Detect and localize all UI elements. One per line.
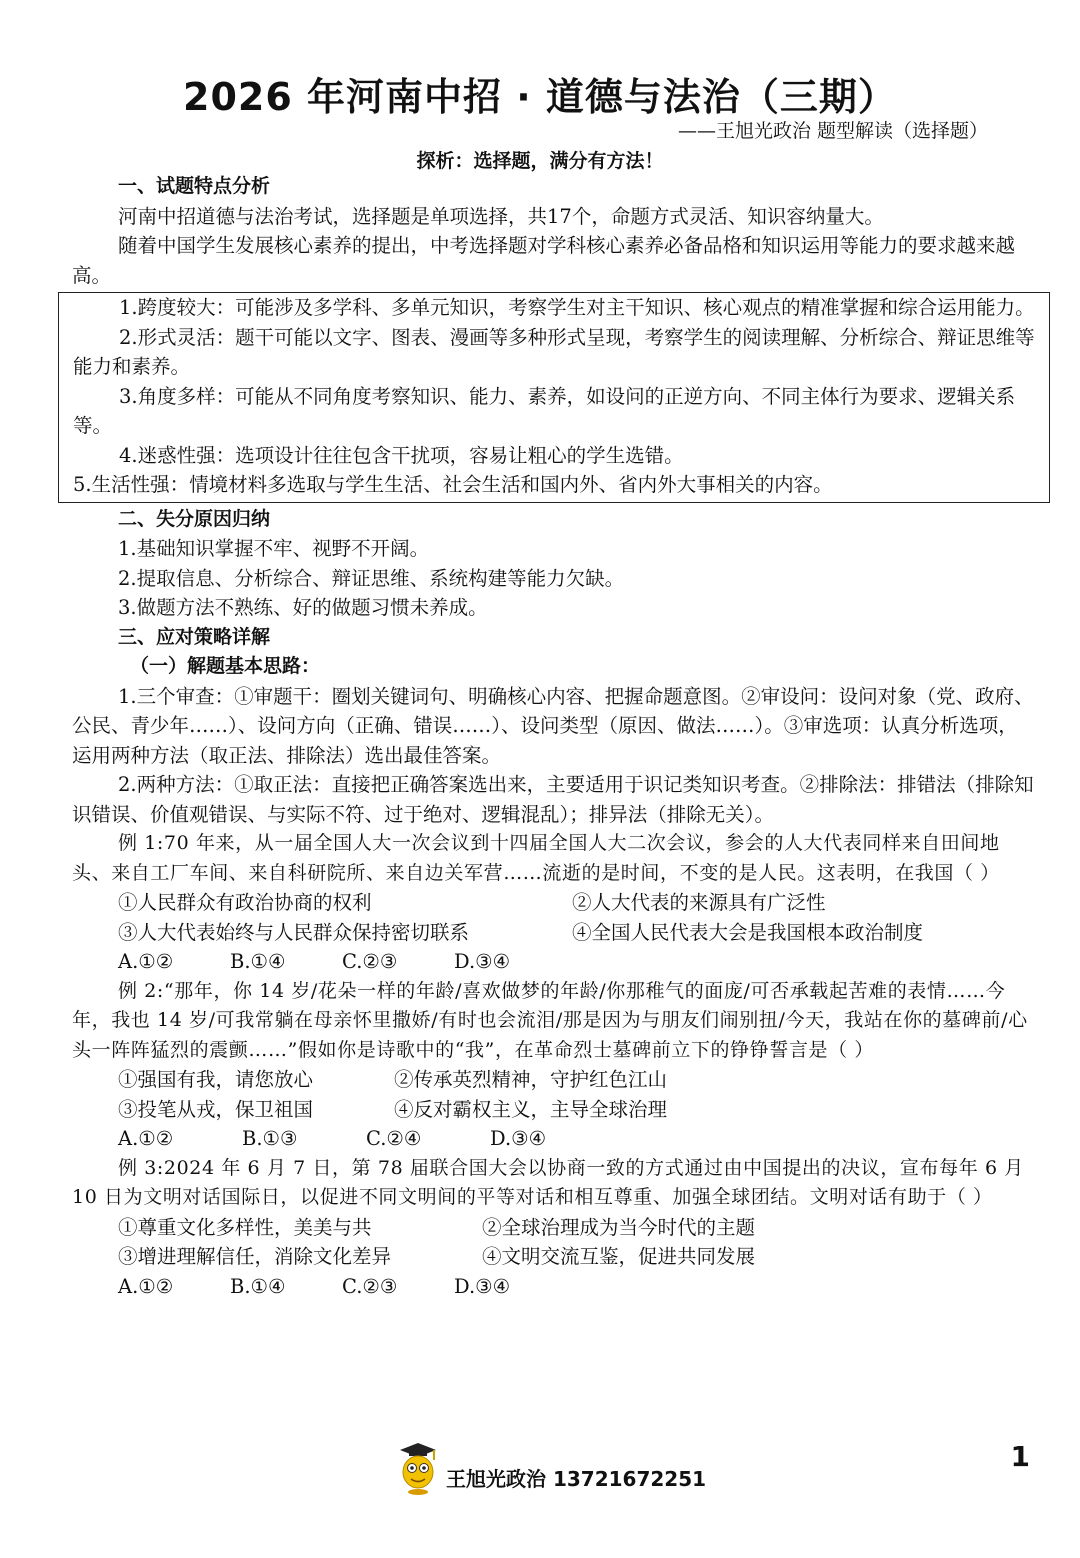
- option-row: [72, 1065, 1036, 1095]
- option: ①尊重文化多样性，美美与共: [118, 1215, 372, 1239]
- paragraph: 1.三个审查：①审题干：圈划关键词句、明确核心内容、把握命题意图。②审设问：设问对象（党、政府、公民、青少年……）、设问方向（正确、错误……）、设问类型（原因、做法……）。③审选项：认真分析选项，运用两种方法（取正法、排除法）选出最佳答案。: [72, 684, 1034, 767]
- answer-choice: B.①④: [230, 950, 286, 973]
- list-item: 1.跨度较大：可能涉及多学科、多单元知识，考察学生对主干知识、核心观点的精准掌握和综合运用能力。: [119, 296, 1035, 319]
- list-item: 3.角度多样：可能从不同角度考察知识、能力、素养，如设问的正逆方向、不同主体行为要求、逻辑关系等。: [73, 384, 1016, 437]
- list-item: 5.生活性强：情境材料多选取与学生生活、社会生活和国内外、省内外大事相关的内容。: [73, 473, 833, 496]
- option: ③增进理解信任，消除文化差异: [118, 1245, 392, 1268]
- answer-choice: A.①②: [118, 950, 174, 973]
- option-row: [72, 888, 1036, 918]
- page-tagline: 探析：选择题，满分有方法！: [416, 150, 664, 172]
- answer-row: [72, 947, 1036, 977]
- section-heading: 二、失分原因归纳: [118, 507, 271, 530]
- feature-box: [58, 292, 1050, 503]
- answer-choice: C.②③: [342, 1274, 398, 1298]
- option: ③人大代表始终与人民群众保持密切联系: [118, 920, 470, 944]
- list-item: 1.基础知识掌握不牢、视野不开阔。: [118, 537, 430, 560]
- list-item: 4.迷惑性强：选项设计往往包含干扰项，容易让粗心的学生选错。: [119, 443, 684, 467]
- answer-choice: C.②④: [366, 1127, 422, 1150]
- option: ②人大代表的来源具有广泛性: [572, 891, 826, 914]
- paragraph: 河南中招道德与法治考试，选择题是单项选择，共17个，命题方式灵活、知识容纳量大。: [118, 204, 884, 228]
- footer: [396, 1436, 706, 1496]
- answer-row: [72, 1272, 1036, 1302]
- page-subtitle: ——王旭光政治 题型解读（选择题）: [677, 120, 988, 142]
- answer-choice: B.①③: [242, 1127, 298, 1150]
- option: ④全国人民代表大会是我国根本政治制度: [572, 920, 924, 944]
- section-heading: 一、试题特点分析: [118, 175, 271, 197]
- option: ①人民群众有政治协商的权利: [118, 891, 372, 914]
- answer-choice: C.②③: [342, 950, 398, 973]
- option: ②全球治理成为当今时代的主题: [482, 1215, 756, 1239]
- paragraph: 随着中国学生发展核心素养的提出，中考选择题对学科核心素养必备品格和知识运用等能力的要求越来越高。: [72, 234, 1016, 287]
- example-stem: 例 3:2024 年 6 月 7 日，第 78 届联合国大会以协商一致的方式通过由中国提出的决议，宣布每年 6 月 10 日为文明对话国际日，以促进不同文明间的平等对话和相互尊重、加强全球团结。文明对话有助于（ ）: [72, 1156, 1024, 1208]
- cartoon-graduate-icon: [396, 1440, 440, 1496]
- footer-contact: 王旭光政治 13721672251: [446, 1467, 707, 1491]
- answer-choice: A.①②: [118, 1127, 174, 1150]
- answer-row: [72, 1124, 1036, 1154]
- option: ③投笔从戎，保卫祖国: [118, 1097, 314, 1121]
- list-item: 2.提取信息、分析综合、辩证思维、系统构建等能力欠缺。: [118, 566, 625, 590]
- option: ①强国有我，请您放心: [118, 1068, 314, 1091]
- option-row: [72, 918, 1036, 948]
- page-title: 2026 年河南中招 · 道德与法治（三期）: [183, 75, 897, 119]
- option: ②传承英烈精神，守护红色江山: [394, 1068, 668, 1091]
- paragraph: 2.两种方法：①取正法：直接把正确答案选出来，主要适用于识记类知识考查。②排除法：排错法（排除知识错误、价值观错误、与实际不符、过于绝对、逻辑混乱）；排异法（排除无关）。: [72, 773, 1034, 826]
- answer-choice: A.①②: [118, 1274, 174, 1298]
- page-number: 1: [1010, 1440, 1030, 1473]
- list-item: 3.做题方法不熟练、好的做题习惯未养成。: [118, 596, 488, 619]
- option-row: [72, 1095, 1036, 1125]
- document-body: [72, 172, 1036, 1301]
- list-item: 2.形式灵活：题干可能以文字、图表、漫画等多种形式呈现，考察学生的阅读理解、分析综合、辩证思维等能力和素养。: [73, 325, 1035, 378]
- answer-choice: D.③④: [454, 950, 511, 973]
- example-stem: 例 2:“那年，你 14 岁/花朵一样的年龄/喜欢做梦的年龄/你那稚气的面庞/可否承载起苦难的表情……今年，我也 14 岁/可我常躺在母亲怀里撒娇/有时也会流泪/那是因为与朋友们闹别扭/今天，我站在你的墓碑前/心头一阵阵猛烈的震颤……”假如你是诗歌中的“我”，在革命烈士墓碑前立下的铮铮誓言是（ ）: [72, 979, 1028, 1061]
- subsection-heading: （一）解题基本思路：: [130, 655, 321, 677]
- answer-choice: B.①④: [230, 1274, 286, 1298]
- option: ④反对霸权主义，主导全球治理: [394, 1097, 668, 1121]
- option: ④文明交流互鉴，促进共同发展: [482, 1245, 756, 1268]
- option-row: [72, 1213, 1036, 1243]
- example-stem: 例 1:70 年来，从一届全国人大一次会议到十四届全国人大二次会议，参会的人大代表同样来自田间地头、来自工厂车间、来自科研院所、来自边关军营……流逝的是时间，不变的是人民。这表明，在我国（ ）: [72, 832, 1000, 884]
- option-row: [72, 1242, 1036, 1272]
- answer-choice: D.③④: [490, 1127, 547, 1150]
- section-heading: 三、应对策略详解: [118, 625, 271, 648]
- answer-choice: D.③④: [454, 1274, 511, 1298]
